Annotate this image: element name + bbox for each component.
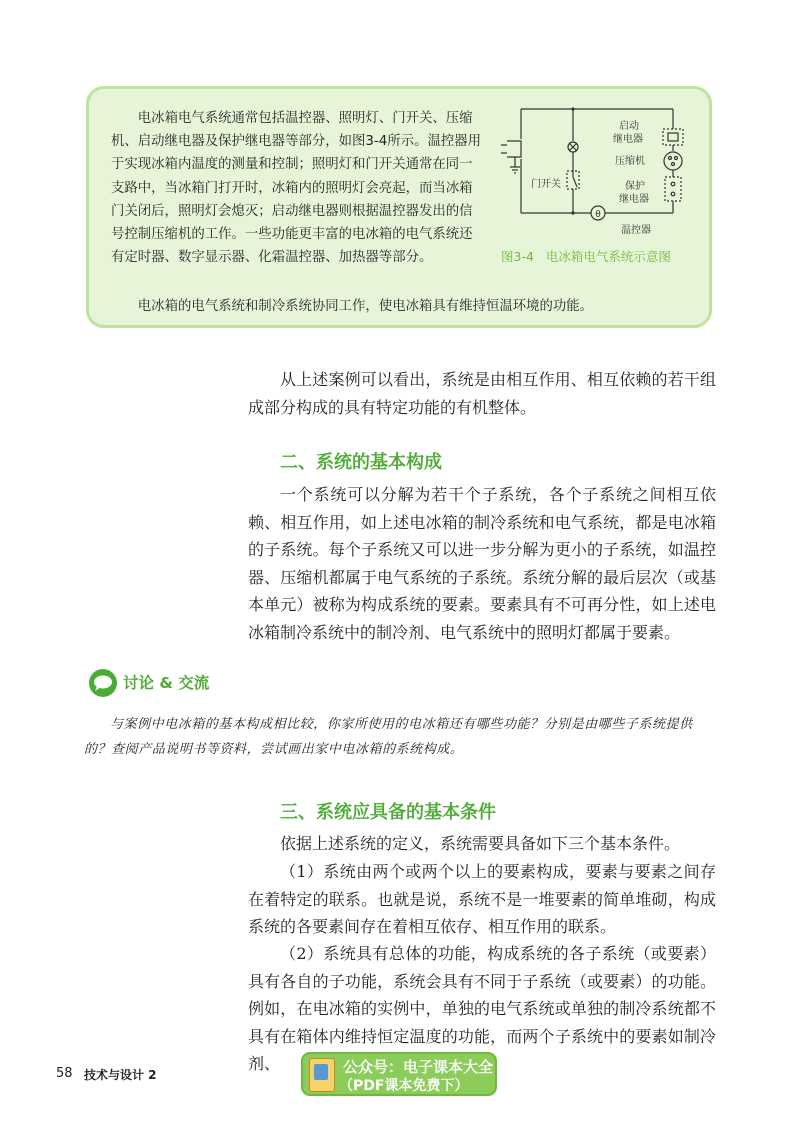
label-protect-relay-2: 继电器 [619, 194, 649, 205]
book-badge-icon [309, 1058, 335, 1092]
label-protect-relay-1: 保护 [625, 181, 645, 192]
intro-paragraph: 从上述案例可以看出，系统是由相互作用、相互依赖的若干组成部分构成的具有特定功能的有机整体。 [248, 370, 716, 417]
section3-heading: 三、系统应具备的基本条件 [280, 802, 496, 823]
label-start-relay-2: 继电器 [613, 134, 643, 145]
section2-paragraph: 一个系统可以分解为若干个子系统，各个子系统之间相互依赖、相互作用，如上述电冰箱的制冷系统和电气系统，都是电冰箱的子系统。每个子系统又可以进一步分解为更小的子系统，如温控器、压缩机都属于电气系统的子系统。系统分解的最后层次（或基本单元）被称为构成系统的要素。要素具有不可再分性，如上述电冰箱制冷系统中的制冷剂、电气系统中的照明灯都属于要素。 [248, 485, 716, 642]
condition-1: （1）系统由两个或两个以上的要素构成，要素与要素之间存在着特定的联系。也就是说，系统不是一堆要素的简单堆砌，构成系统的各要素间存在着相互依存、相互作用的联系。 [248, 862, 716, 936]
figure-number: 图3-4 [501, 249, 534, 264]
refrigerator-circuit-diagram [501, 101, 701, 261]
label-compressor: 压缩机 [615, 156, 645, 167]
book-title: 技术与设计 2 [84, 1068, 157, 1082]
banner-line-1: 公众号：电子课本大全 [343, 1058, 494, 1076]
label-thermostat: 温控器 [621, 225, 651, 236]
discussion-title: 讨论 & 交流 [123, 674, 210, 692]
banner-line-2: （PDF课本免费下） [339, 1078, 469, 1094]
case-box [86, 86, 712, 328]
case-paragraph: 电冰箱电气系统通常包括温控器、照明灯、门开关、压缩机、启动继电器及保护继电器等部分，如图3-4所示。温控器用于实现冰箱内温度的测量和控制；照明灯和门开关通常在同一支路中，当冰箱门打开时，冰箱内的照明灯会亮起，而当冰箱门关闭后，照明灯会熄灭；启动继电器则根据温控器发出的信号控制压缩机的工作。一些功能更丰富的电冰箱的电气系统还有定时器、数字显示器、化霜温控器、加热器等部分。 [111, 111, 482, 266]
watermark-banner [301, 1052, 497, 1096]
label-door-switch: 门开关 [531, 179, 561, 190]
label-start-relay-1: 启动 [619, 121, 639, 132]
speech-bubble-icon [88, 668, 118, 698]
section3-intro: 依据上述系统的定义，系统需要具备如下三个基本条件。 [280, 834, 681, 853]
thermostat-symbol: θ [595, 210, 601, 220]
discussion-text: 与案例中电冰箱的基本构成相比较，你家所使用的电冰箱还有哪些功能？分别是由哪些子系统提供的？查阅产品说明书等资料，尝试画出家中电冰箱的系统构成。 [84, 717, 693, 757]
figure-caption-text: 电冰箱电气系统示意图 [545, 249, 671, 264]
condition-2: （2）系统具有总体的功能，构成系统的各子系统（或要素）具有各自的子功能，系统会具有不同于子系统（或要素）的功能。例如，在电冰箱的实例中，单独的电气系统或单独的制冷系统都不具有在箱体内维持恒定温度的功能，而两个子系统中的要素如制冷剂、 [248, 944, 716, 1073]
page-number: 58 [56, 1066, 73, 1081]
section2-heading: 二、系统的基本构成 [280, 452, 442, 473]
figure-caption [501, 247, 671, 265]
case-conclusion: 电冰箱的电气系统和制冷系统协同工作，使电冰箱具有维持恒温环境的功能。 [137, 299, 594, 314]
